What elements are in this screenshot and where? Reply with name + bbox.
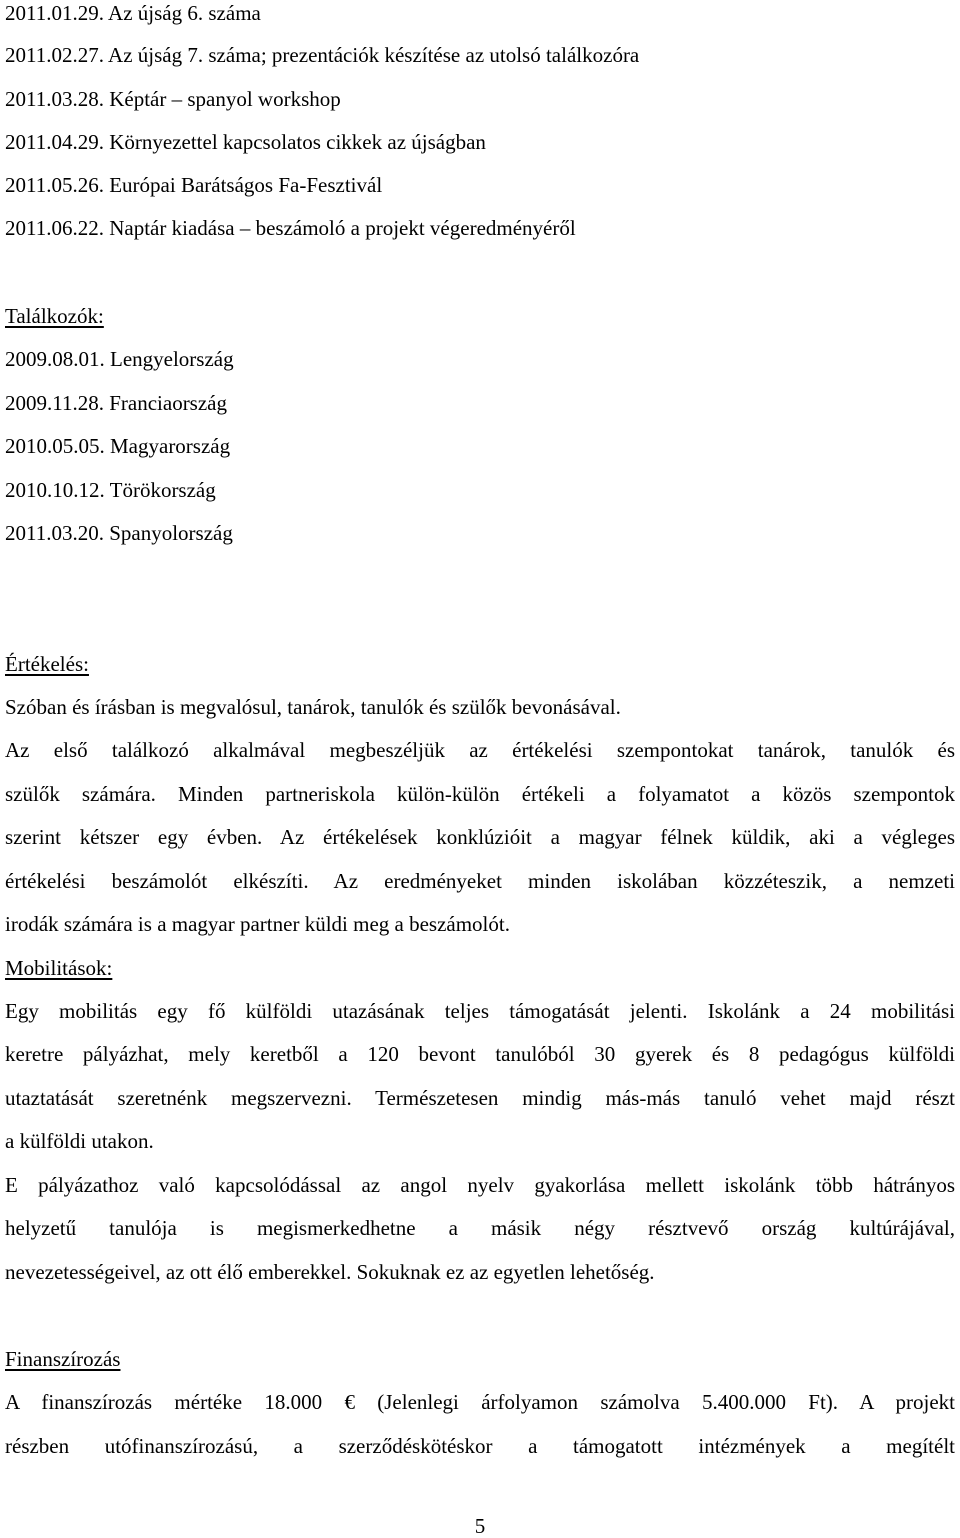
- financing-heading: Finanszírozás: [5, 1347, 121, 1371]
- mobility-line: keretre pályázhat, mely keretből a 120 bevont tanulóból 30 gyerek és 8 pedagógus külföldi: [5, 1042, 955, 1066]
- evaluation-line: szerint kétszer egy évben. Az értékelések konklúzióit a magyar félnek küldik, aki a végleges: [5, 825, 955, 849]
- event-line: 2011.05.26. Európai Barátságos Fa-Fesztivál: [5, 173, 383, 197]
- evaluation-line: szülők számára. Minden partneriskola külön-külön értékeli a folyamatot a közös szempontok: [5, 782, 955, 806]
- mobility-line: a külföldi utakon.: [5, 1129, 154, 1153]
- financing-line: részben utófinanszírozású, a szerződéskötéskor a támogatott intézmények a megítélt: [5, 1434, 955, 1458]
- financing-line: A finanszírozás mértéke 18.000 € (Jelenlegi árfolyamon számolva 5.400.000 Ft). A projekt: [5, 1390, 955, 1414]
- mobility-line: nevezetességeivel, az ott élő emberekkel. Sokuknak ez az egyetlen lehetőség.: [5, 1260, 655, 1284]
- event-line: 2011.03.28. Képtár – spanyol workshop: [5, 87, 341, 111]
- event-line: 2011.04.29. Környezettel kapcsolatos cikkek az újságban: [5, 130, 486, 154]
- evaluation-line: értékelési beszámolót elkészíti. Az eredményeket minden iskolában közzéteszik, a nemzeti: [5, 869, 955, 893]
- meeting-line: 2010.05.05. Magyarország: [5, 434, 231, 458]
- page-number: 5: [474, 1514, 486, 1538]
- meeting-line: 2011.03.20. Spanyolország: [5, 521, 233, 545]
- meeting-line: 2009.11.28. Franciaország: [5, 391, 227, 415]
- event-line: 2011.06.22. Naptár kiadása – beszámoló a projekt végeredményéről: [5, 216, 576, 240]
- meetings-heading: Találkozók:: [5, 304, 104, 328]
- evaluation-line: Szóban és írásban is megvalósul, tanárok, tanulók és szülők bevonásával.: [5, 695, 621, 719]
- evaluation-line: irodák számára is a magyar partner küldi meg a beszámolót.: [5, 912, 510, 936]
- mobility-line: E pályázathoz való kapcsolódással az angol nyelv gyakorlása mellett iskolánk több hátrányos: [5, 1173, 955, 1197]
- event-line: 2011.02.27. Az újság 7. száma; prezentációk készítése az utolsó találkozóra: [5, 43, 640, 67]
- meeting-line: 2009.08.01. Lengyelország: [5, 347, 234, 371]
- mobility-line: Egy mobilitás egy fő külföldi utazásának teljes támogatását jelenti. Iskolánk a 24 mobilitási: [5, 999, 955, 1023]
- evaluation-heading: Értékelés:: [5, 652, 89, 676]
- event-line: 2011.01.29. Az újság 6. száma: [5, 1, 261, 25]
- meeting-line: 2010.10.12. Törökország: [5, 478, 216, 502]
- evaluation-line: Az első találkozó alkalmával megbeszéljük az értékelési szempontokat tanárok, tanulók és: [5, 738, 955, 762]
- mobility-line: utaztatását szeretnénk megszervezni. Természetesen mindig más-más tanuló vehet majd részt: [5, 1086, 955, 1110]
- mobility-heading: Mobilitások:: [5, 956, 113, 980]
- mobility-line: helyzetű tanulója is megismerkedhetne a másik négy résztvevő ország kultúrájával,: [5, 1216, 955, 1240]
